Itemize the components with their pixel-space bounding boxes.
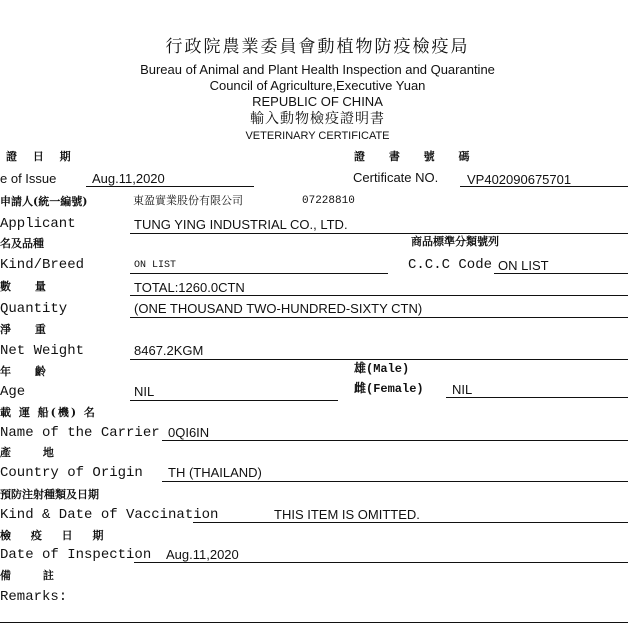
quantity-words-line bbox=[130, 317, 628, 318]
remarks-label-zh: 備 註 bbox=[0, 569, 68, 582]
kind-value: ON LIST bbox=[134, 260, 177, 271]
inspection-label: Date of Inspection bbox=[0, 547, 152, 563]
issue-date-label: e of Issue bbox=[0, 171, 57, 186]
inspection-value: Aug.11,2020 bbox=[166, 547, 239, 562]
applicant-value-chinese: 東盈實業股份有限公司 bbox=[133, 195, 243, 207]
female-label: 雌(Female) bbox=[354, 382, 424, 396]
age-label: Age bbox=[0, 384, 26, 400]
remarks-line bbox=[0, 622, 628, 623]
applicant-label: Applicant bbox=[0, 216, 76, 232]
council-name: Council of Agriculture,Executive Yuan bbox=[209, 78, 426, 93]
certificate-no-value: VP402090675701 bbox=[467, 172, 572, 187]
carrier-value: 0QI6IN bbox=[168, 425, 210, 440]
quantity-value: TOTAL:1260.0CTN bbox=[134, 280, 245, 295]
net-weight-line bbox=[130, 359, 628, 360]
age-line bbox=[130, 400, 338, 401]
applicant-value: TUNG YING INDUSTRIAL CO., LTD. bbox=[134, 217, 348, 232]
age-value: NIL bbox=[134, 384, 155, 399]
quantity-label: Quantity bbox=[0, 301, 68, 317]
origin-value: TH (THAILAND) bbox=[168, 465, 262, 480]
republic-name: REPUBLIC OF CHINA bbox=[252, 94, 383, 109]
ccc-line bbox=[494, 273, 628, 274]
ccc-value: ON LIST bbox=[498, 258, 549, 273]
inspection-label-zh: 檢 疫 日 期 bbox=[0, 529, 112, 542]
applicant-line bbox=[130, 233, 628, 234]
inspection-line bbox=[134, 562, 628, 563]
origin-label: Country of Origin bbox=[0, 465, 143, 481]
net-weight-label-zh: 淨 重 bbox=[0, 323, 56, 336]
certificate-title-english: VETERINARY CERTIFICATE bbox=[245, 130, 390, 142]
issue-date-value: Aug.11,2020 bbox=[92, 171, 165, 186]
title-chinese: 行政院農業委員會動植物防疫檢疫局 bbox=[165, 37, 470, 56]
certificate-no-label: Certificate NO. bbox=[353, 170, 439, 185]
quantity-line bbox=[130, 295, 628, 296]
net-weight-label: Net Weight bbox=[0, 343, 85, 359]
vaccination-value: THIS ITEM IS OMITTED. bbox=[274, 507, 420, 522]
male-label: 雄(Male) bbox=[354, 362, 410, 376]
ccc-label: C.C.C Code bbox=[408, 257, 493, 273]
carrier-line bbox=[162, 440, 628, 441]
age-label-zh: 年 齡 bbox=[0, 365, 56, 378]
female-line bbox=[446, 397, 628, 398]
female-value: NIL bbox=[452, 382, 473, 397]
origin-line bbox=[162, 481, 628, 482]
carrier-label: Name of the Carrier bbox=[0, 425, 160, 441]
remarks-label: Remarks: bbox=[0, 589, 68, 605]
quantity-label-zh: 數 量 bbox=[0, 280, 56, 293]
kind-line bbox=[130, 273, 388, 274]
net-weight-value: 8467.2KGM bbox=[134, 343, 204, 358]
title-english: Bureau of Animal and Plant Health Inspection and Quarantine bbox=[140, 62, 495, 77]
origin-label-zh: 產 地 bbox=[0, 446, 68, 459]
issue-date-line bbox=[86, 186, 254, 187]
certificate-no-label-zh: 證 書 號 碼 bbox=[354, 150, 480, 163]
kind-label: Kind/Breed bbox=[0, 257, 85, 273]
certificate-title-chinese: 輸入動物檢疫證明書 bbox=[250, 112, 385, 127]
carrier-label-zh: 載 運 船(機) 名 bbox=[0, 406, 97, 419]
vaccination-line bbox=[193, 522, 628, 523]
applicant-label-zh: 申請人(統一編號) bbox=[0, 195, 88, 208]
ccc-label-zh: 商品標準分類號列 bbox=[411, 235, 499, 248]
applicant-id-number: 07228810 bbox=[302, 195, 355, 207]
vaccination-label-zh: 預防注射種類及日期 bbox=[0, 488, 99, 501]
issue-date-label-zh: 證 日 期 bbox=[6, 150, 77, 163]
certificate-no-line bbox=[460, 186, 628, 187]
vaccination-label: Kind & Date of Vaccination bbox=[0, 507, 219, 523]
kind-label-zh: 名及品種 bbox=[0, 237, 44, 250]
quantity-words: (ONE THOUSAND TWO-HUNDRED-SIXTY CTN) bbox=[134, 301, 423, 316]
